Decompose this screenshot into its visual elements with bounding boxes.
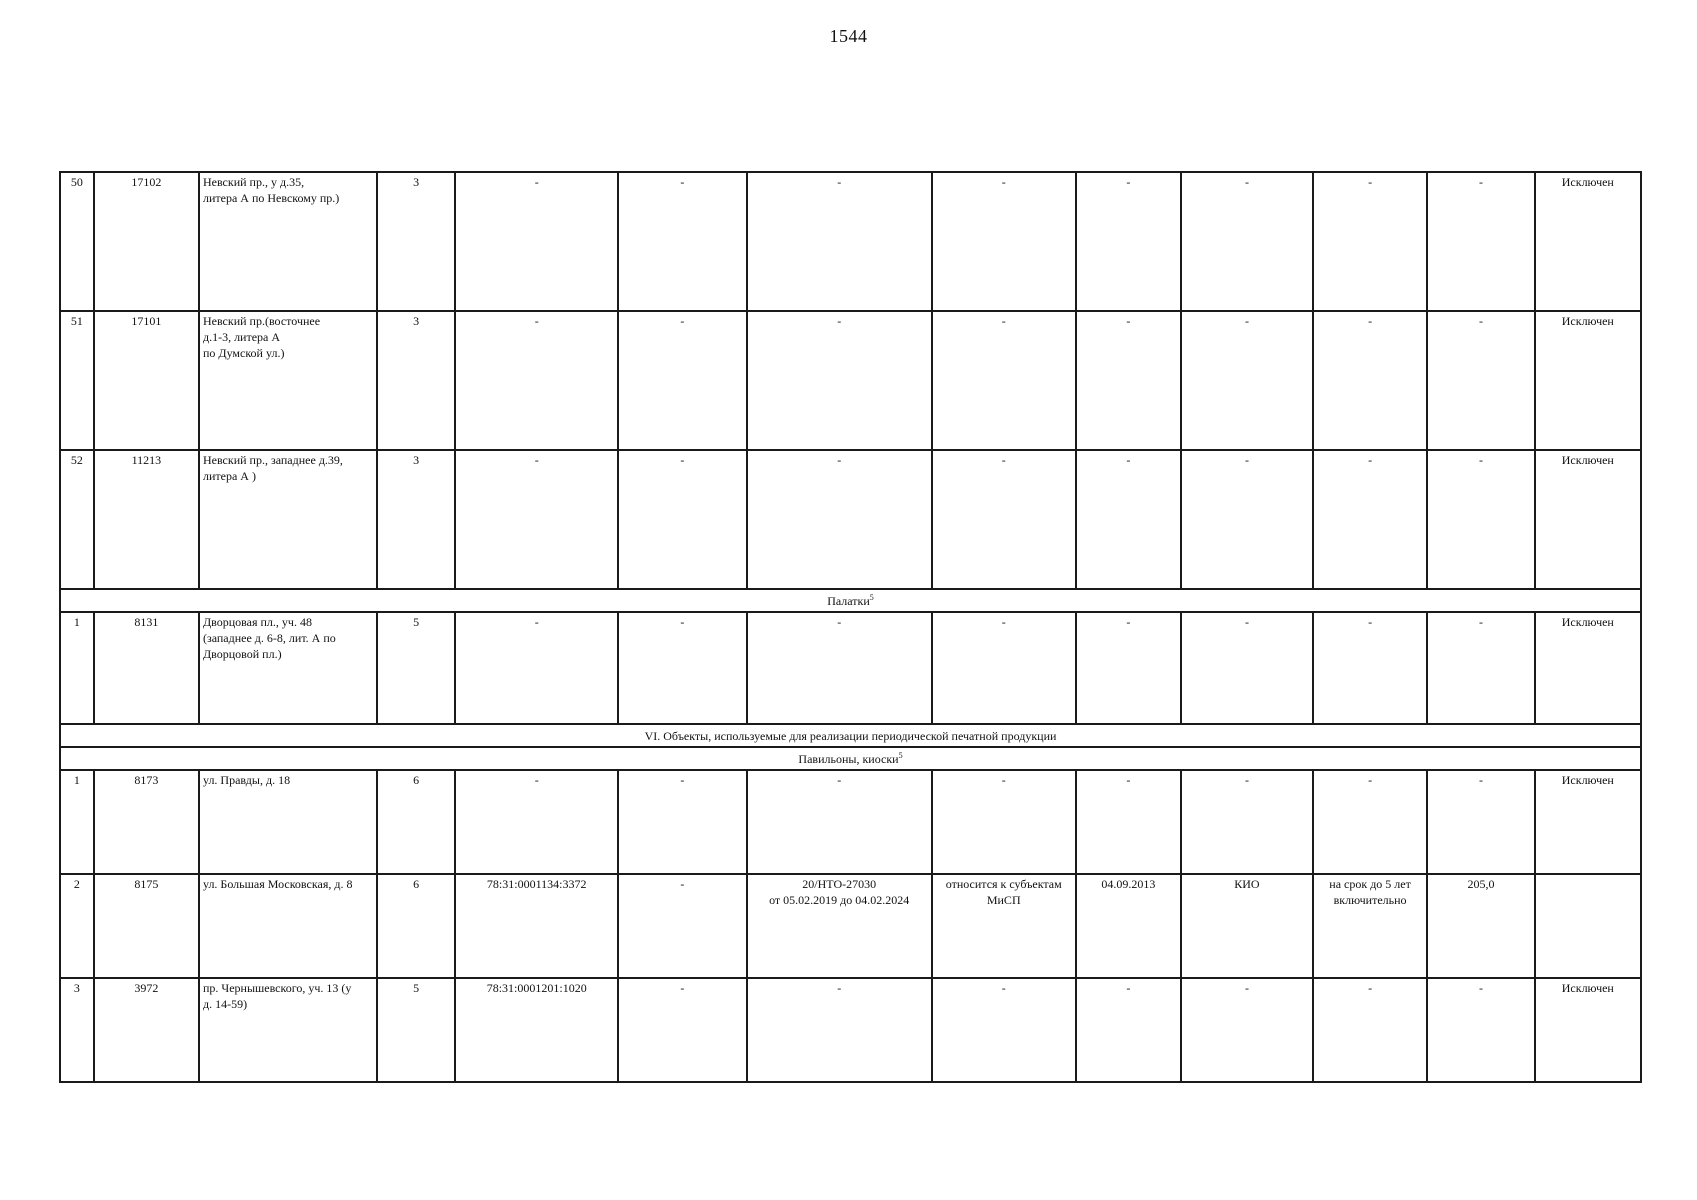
cell-row-number: 52 <box>60 450 94 589</box>
table-row <box>60 172 1641 311</box>
cell-status <box>1535 874 1641 978</box>
cell-document: - <box>747 311 932 450</box>
cell-area: - <box>1427 612 1534 724</box>
cell-address: ул. Правды, д. 18 <box>199 770 377 874</box>
section-title-vi: VI. Объекты, используемые для реализации периодической печатной продукции <box>60 724 1641 747</box>
cell-organization: - <box>1181 770 1313 874</box>
cell-object-id: 11213 <box>94 450 199 589</box>
cell-type: 3 <box>377 172 456 311</box>
cell-area: - <box>1427 770 1534 874</box>
cell-address: ул. Большая Московская, д. 8 <box>199 874 377 978</box>
cell-document: - <box>747 172 932 311</box>
cell-row-number: 1 <box>60 770 94 874</box>
cell-col6: - <box>618 450 747 589</box>
cell-category: - <box>932 450 1076 589</box>
cell-date: - <box>1076 978 1181 1082</box>
cell-area: - <box>1427 978 1534 1082</box>
cell-status: Исключен <box>1535 770 1641 874</box>
cell-date: - <box>1076 311 1181 450</box>
cell-document: 20/НТО-27030 от 05.02.2019 до 04.02.2024 <box>747 874 932 978</box>
cell-term: - <box>1313 612 1427 724</box>
cell-document: - <box>747 450 932 589</box>
cell-cadastral: - <box>455 311 617 450</box>
cell-organization: - <box>1181 612 1313 724</box>
cell-cadastral: 78:31:0001201:1020 <box>455 978 617 1082</box>
cell-row-number: 1 <box>60 612 94 724</box>
cell-col6: - <box>618 311 747 450</box>
cell-object-id: 8175 <box>94 874 199 978</box>
cell-category: - <box>932 770 1076 874</box>
cell-date: - <box>1076 450 1181 589</box>
cell-col6: - <box>618 172 747 311</box>
cell-address: пр. Чернышевского, уч. 13 (у д. 14-59) <box>199 978 377 1082</box>
cell-document: - <box>747 612 932 724</box>
section-title-text: Палатки <box>827 593 870 608</box>
cell-row-number: 51 <box>60 311 94 450</box>
cell-status: Исключен <box>1535 172 1641 311</box>
cell-organization: - <box>1181 978 1313 1082</box>
cell-cadastral: - <box>455 612 617 724</box>
cell-area: 205,0 <box>1427 874 1534 978</box>
section-title-palatki <box>60 589 1641 612</box>
page-number: 1544 <box>829 26 868 46</box>
cell-address: Невский пр., западнее д.39, литера А ) <box>199 450 377 589</box>
cell-organization: КИО <box>1181 874 1313 978</box>
cell-address: Дворцовая пл., уч. 48 (западнее д. 6-8, лит. А по Дворцовой пл.) <box>199 612 377 724</box>
cell-type: 6 <box>377 770 456 874</box>
cell-term: - <box>1313 978 1427 1082</box>
cell-object-id: 17101 <box>94 311 199 450</box>
cell-area: - <box>1427 172 1534 311</box>
cell-date: - <box>1076 612 1181 724</box>
cell-status: Исключен <box>1535 612 1641 724</box>
cell-col6: - <box>618 612 747 724</box>
cell-type: 5 <box>377 612 456 724</box>
cell-document: - <box>747 978 932 1082</box>
cell-category: - <box>932 612 1076 724</box>
cell-object-id: 3972 <box>94 978 199 1082</box>
cell-status: Исключен <box>1535 311 1641 450</box>
cell-organization: - <box>1181 172 1313 311</box>
section-row <box>60 589 1641 612</box>
cell-type: 3 <box>377 311 456 450</box>
cell-col6: - <box>618 770 747 874</box>
cell-category: - <box>932 311 1076 450</box>
cell-category: - <box>932 978 1076 1082</box>
cell-cadastral: - <box>455 770 617 874</box>
section-row <box>60 747 1641 770</box>
cell-row-number: 2 <box>60 874 94 978</box>
cell-type: 5 <box>377 978 456 1082</box>
cell-type: 3 <box>377 450 456 589</box>
cell-category: - <box>932 172 1076 311</box>
cell-type: 6 <box>377 874 456 978</box>
cell-date: 04.09.2013 <box>1076 874 1181 978</box>
register-table <box>59 171 1642 1083</box>
cell-date: - <box>1076 770 1181 874</box>
cell-object-id: 8173 <box>94 770 199 874</box>
cell-status: Исключен <box>1535 450 1641 589</box>
cell-area: - <box>1427 450 1534 589</box>
cell-row-number: 50 <box>60 172 94 311</box>
cell-category: относится к субъектам МиСП <box>932 874 1076 978</box>
section-row <box>60 724 1641 747</box>
cell-object-id: 17102 <box>94 172 199 311</box>
cell-row-number: 3 <box>60 978 94 1082</box>
cell-cadastral: - <box>455 172 617 311</box>
cell-cadastral: - <box>455 450 617 589</box>
section-title-text: Павильоны, киоски <box>798 751 899 766</box>
cell-status: Исключен <box>1535 978 1641 1082</box>
footnote-mark: 5 <box>898 750 903 760</box>
table-row <box>60 874 1641 978</box>
footnote-mark: 5 <box>869 592 874 602</box>
cell-col6: - <box>618 874 747 978</box>
table-row <box>60 311 1641 450</box>
table-row <box>60 978 1641 1082</box>
table-row <box>60 612 1641 724</box>
cell-organization: - <box>1181 450 1313 589</box>
table-row <box>60 770 1641 874</box>
cell-term: - <box>1313 172 1427 311</box>
section-title-pavilions <box>60 747 1641 770</box>
cell-term: - <box>1313 311 1427 450</box>
cell-term: на срок до 5 лет включительно <box>1313 874 1427 978</box>
cell-term: - <box>1313 770 1427 874</box>
cell-address: Невский пр., у д.35, литера А по Невскому пр.) <box>199 172 377 311</box>
cell-organization: - <box>1181 311 1313 450</box>
cell-col6: - <box>618 978 747 1082</box>
cell-area: - <box>1427 311 1534 450</box>
cell-date: - <box>1076 172 1181 311</box>
cell-object-id: 8131 <box>94 612 199 724</box>
cell-address: Невский пр.(восточнее д.1-3, литера А по Думской ул.) <box>199 311 377 450</box>
cell-term: - <box>1313 450 1427 589</box>
cell-cadastral: 78:31:0001134:3372 <box>455 874 617 978</box>
table-row <box>60 450 1641 589</box>
cell-document: - <box>747 770 932 874</box>
